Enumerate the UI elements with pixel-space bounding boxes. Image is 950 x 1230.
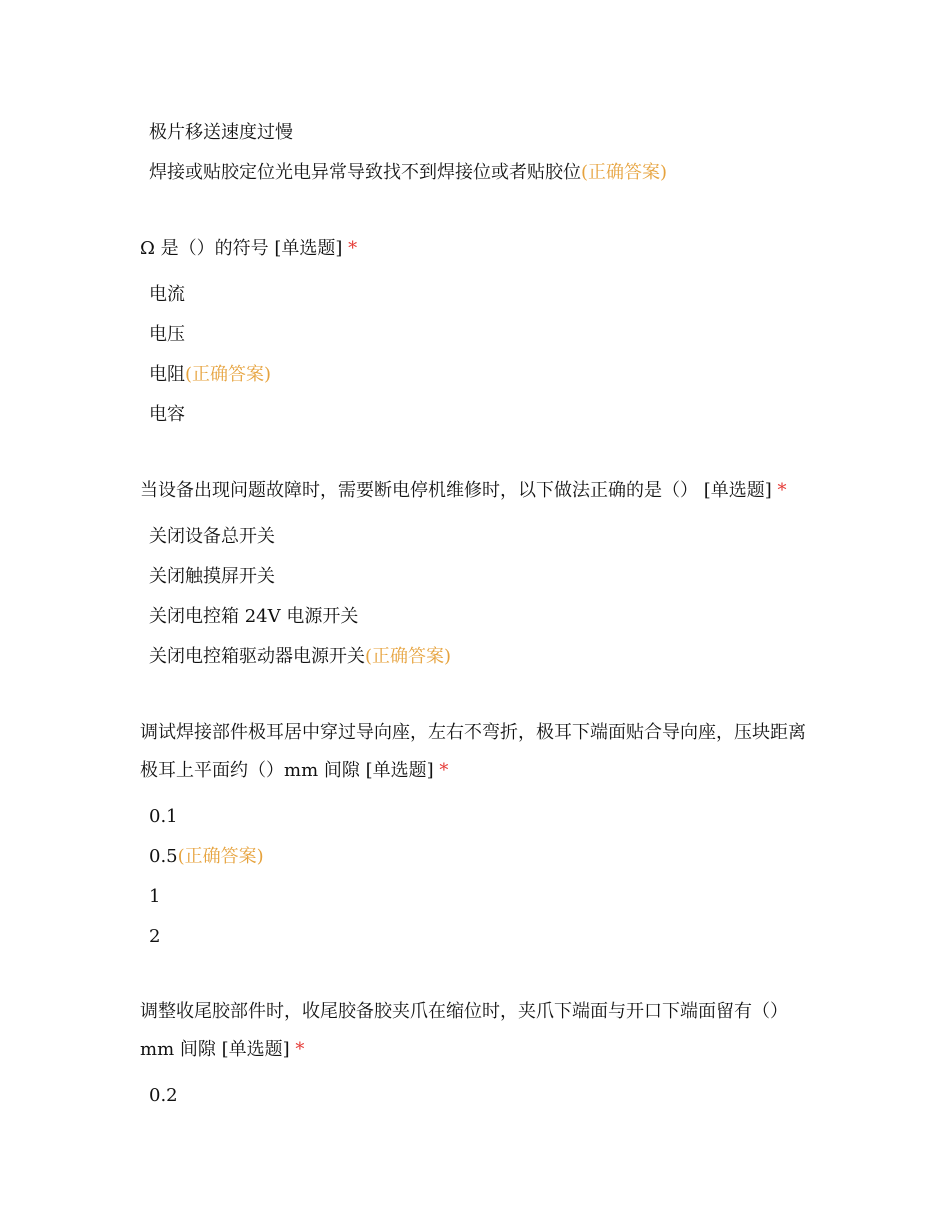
correct-answer-tag: (正确答案) xyxy=(581,162,668,183)
option-text: 极片移送速度过慢 xyxy=(149,122,293,143)
option-item xyxy=(140,1076,820,1116)
question-prompt xyxy=(140,230,820,268)
option-item xyxy=(140,797,820,837)
option-list xyxy=(140,275,820,435)
option-item xyxy=(140,637,820,677)
option-text: 关闭设备总开关 xyxy=(149,526,275,547)
option-text: 电压 xyxy=(149,324,185,345)
option-text: 电容 xyxy=(149,404,185,425)
required-mark: * xyxy=(348,238,358,259)
correct-answer-tag: (正确答案) xyxy=(365,646,452,667)
option-list xyxy=(140,517,820,677)
option-text: 1 xyxy=(149,886,161,907)
option-text: 关闭电控箱驱动器电源开关 xyxy=(149,646,365,667)
option-item xyxy=(140,517,820,557)
option-item xyxy=(140,597,820,637)
required-mark: * xyxy=(777,480,787,501)
option-text: 0.1 xyxy=(149,806,178,827)
option-text: 电阻 xyxy=(149,364,185,385)
question-block xyxy=(140,230,820,435)
option-list xyxy=(140,1076,820,1116)
option-item xyxy=(140,557,820,597)
question-prompt xyxy=(140,993,820,1069)
option-item xyxy=(140,315,820,355)
question-prompt xyxy=(140,472,820,510)
option-list xyxy=(140,797,820,957)
question-block xyxy=(140,472,820,677)
question-text: 调整收尾胶部件时，收尾胶备胶夹爪在缩位时，夹爪下端面与开口下端面留有（）mm 间隙 [单选题] xyxy=(140,1001,788,1060)
option-text: 焊接或贴胶定位光电异常导致找不到焊接位或者贴胶位 xyxy=(149,162,581,183)
option-text: 0.5 xyxy=(149,846,178,867)
option-item xyxy=(140,837,820,877)
option-item xyxy=(140,113,820,153)
question-text: 调试焊接部件极耳居中穿过导向座，左右不弯折，极耳下端面贴合导向座，压块距离极耳上平面约（）mm 间隙 [单选题] xyxy=(140,722,806,781)
option-text: 关闭触摸屏开关 xyxy=(149,566,275,587)
option-text: 电流 xyxy=(149,284,185,305)
question-block xyxy=(140,993,820,1116)
correct-answer-tag: (正确答案) xyxy=(177,846,264,867)
option-text: 0.2 xyxy=(149,1085,178,1106)
option-item xyxy=(140,355,820,395)
option-item xyxy=(140,395,820,435)
question-text: Ω 是（）的符号 [单选题] xyxy=(140,238,343,259)
question-prompt xyxy=(140,714,820,790)
option-text: 关闭电控箱 24V 电源开关 xyxy=(149,606,359,627)
correct-answer-tag: (正确答案) xyxy=(185,364,272,385)
intro-options xyxy=(140,113,820,193)
required-mark: * xyxy=(439,760,449,781)
option-text: 2 xyxy=(149,926,161,947)
option-item xyxy=(140,275,820,315)
question-block xyxy=(140,714,820,957)
question-text: 当设备出现问题故障时，需要断电停机维修时，以下做法正确的是（） [单选题] xyxy=(140,480,772,501)
option-item xyxy=(140,877,820,917)
required-mark: * xyxy=(295,1039,305,1060)
option-item xyxy=(140,153,820,193)
option-item xyxy=(140,917,820,957)
